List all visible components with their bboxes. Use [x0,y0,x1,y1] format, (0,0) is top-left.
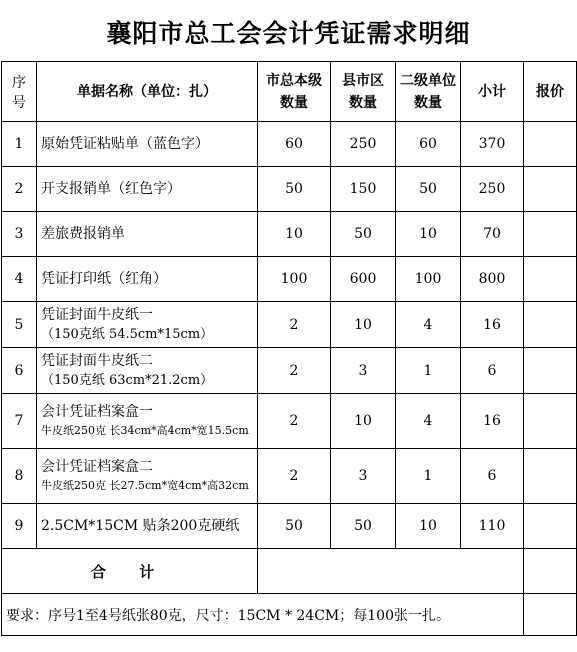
row-price [524,348,577,394]
table-header-row [2,62,577,122]
row-seq: 2 [2,167,37,212]
row-second-qty: 1 [396,449,461,504]
row-price [524,504,577,549]
header-subtotal: 小计 [461,62,524,122]
row-county-qty: 150 [331,167,396,212]
row-second-qty: 1 [396,348,461,394]
row-city-qty: 2 [258,394,331,449]
row-city-qty: 2 [258,449,331,504]
header-second-qty [396,62,461,122]
header-price: 报价 [524,62,577,122]
row-item-name [37,394,258,449]
row-second-qty: 100 [396,257,461,302]
row-seq: 9 [2,504,37,549]
total-label-cell [2,549,258,594]
row-item-name [37,167,258,212]
table-row [2,122,577,167]
total-row [2,549,577,594]
item-name-text: 2.5CM*15CM 贴条200克硬纸 [41,518,240,534]
row-item-name [37,212,258,257]
total-price-cell [524,549,577,594]
row-city-qty: 2 [258,348,331,394]
row-item-name [37,257,258,302]
item-spec-text: （150克纸 63cm*21.2cm） [41,372,214,388]
row-seq: 3 [2,212,37,257]
table-row [2,504,577,549]
row-price [524,257,577,302]
row-county-qty: 10 [331,394,396,449]
header-city-qty [258,62,331,122]
row-city-qty: 50 [258,167,331,212]
row-subtotal: 110 [461,504,524,549]
header-name: 单据名称（单位：扎） [37,62,258,122]
row-second-qty: 10 [396,212,461,257]
row-seq: 6 [2,348,37,394]
row-second-qty: 50 [396,167,461,212]
header-county-line2: 数量 [349,94,377,111]
header-county-qty [331,62,396,122]
row-subtotal: 6 [461,449,524,504]
item-name-text: 凭证封面牛皮纸二 [41,352,153,369]
row-subtotal: 16 [461,394,524,449]
row-item-name [37,348,258,394]
item-name-text: 凭证封面牛皮纸一 [41,306,153,323]
row-item-name [37,449,258,504]
header-second-line1: 二级单位 [400,72,456,89]
row-seq: 5 [2,302,37,348]
note-price-cell [524,594,577,636]
item-spec-text: 牛皮纸250克 长34cm*高4cm*宽15.5cm [41,424,249,437]
item-spec-text: 牛皮纸250克 长27.5cm*宽4cm*高32cm [41,479,249,492]
row-price [524,212,577,257]
row-subtotal: 370 [461,122,524,167]
row-city-qty: 10 [258,212,331,257]
item-name-text: 会计凭证档案盒二 [41,459,153,475]
table-row [2,212,577,257]
row-subtotal: 800 [461,257,524,302]
table-row [2,302,577,348]
row-county-qty: 10 [331,302,396,348]
header-second-line2: 数量 [414,94,442,111]
row-price [524,302,577,348]
row-county-qty: 3 [331,449,396,504]
row-subtotal: 70 [461,212,524,257]
item-name-text: 差旅费报销单 [41,226,125,242]
table-row [2,348,577,394]
row-city-qty: 100 [258,257,331,302]
row-county-qty: 50 [331,212,396,257]
row-price [524,167,577,212]
row-city-qty: 2 [258,302,331,348]
row-seq: 4 [2,257,37,302]
item-name-text: 会计凭证档案盒一 [41,404,153,420]
total-label: 合 计 [90,562,169,581]
row-subtotal: 6 [461,348,524,394]
row-second-qty: 4 [396,394,461,449]
table-row [2,394,577,449]
row-price [524,394,577,449]
item-name-text: 原始凭证粘贴单（蓝色字） [41,136,209,152]
item-spec-text: （150克纸 54.5cm*15cm） [41,326,214,342]
header-city-line2: 数量 [280,94,308,111]
row-county-qty: 50 [331,504,396,549]
row-subtotal: 250 [461,167,524,212]
total-value-cell [258,549,524,594]
table-row [2,257,577,302]
row-county-qty: 250 [331,122,396,167]
row-second-qty: 10 [396,504,461,549]
table-row [2,167,577,212]
header-city-line1: 市总本级 [266,72,322,89]
row-item-name [37,122,258,167]
row-seq: 1 [2,122,37,167]
row-price [524,449,577,504]
header-county-line1: 县市区 [342,72,384,89]
row-second-qty: 4 [396,302,461,348]
row-second-qty: 60 [396,122,461,167]
row-seq: 7 [2,394,37,449]
row-subtotal: 16 [461,302,524,348]
item-name-text: 开支报销单（红色字） [41,181,181,197]
table-row [2,449,577,504]
row-county-qty: 3 [331,348,396,394]
row-county-qty: 600 [331,257,396,302]
note-row [2,594,577,636]
row-item-name [37,504,258,549]
row-price [524,122,577,167]
requirements-table [1,61,577,636]
item-name-text: 凭证打印纸（红角） [41,271,167,287]
row-item-name [37,302,258,348]
row-city-qty: 50 [258,504,331,549]
note-text: 要求：序号1至4号纸张80克，尺寸：15CM * 24CM；每100张一扎。 [2,594,524,636]
row-city-qty: 60 [258,122,331,167]
header-seq: 序号 [2,62,37,122]
page-title: 襄阳市总工会会计凭证需求明细 [106,19,471,48]
row-seq: 8 [2,449,37,504]
